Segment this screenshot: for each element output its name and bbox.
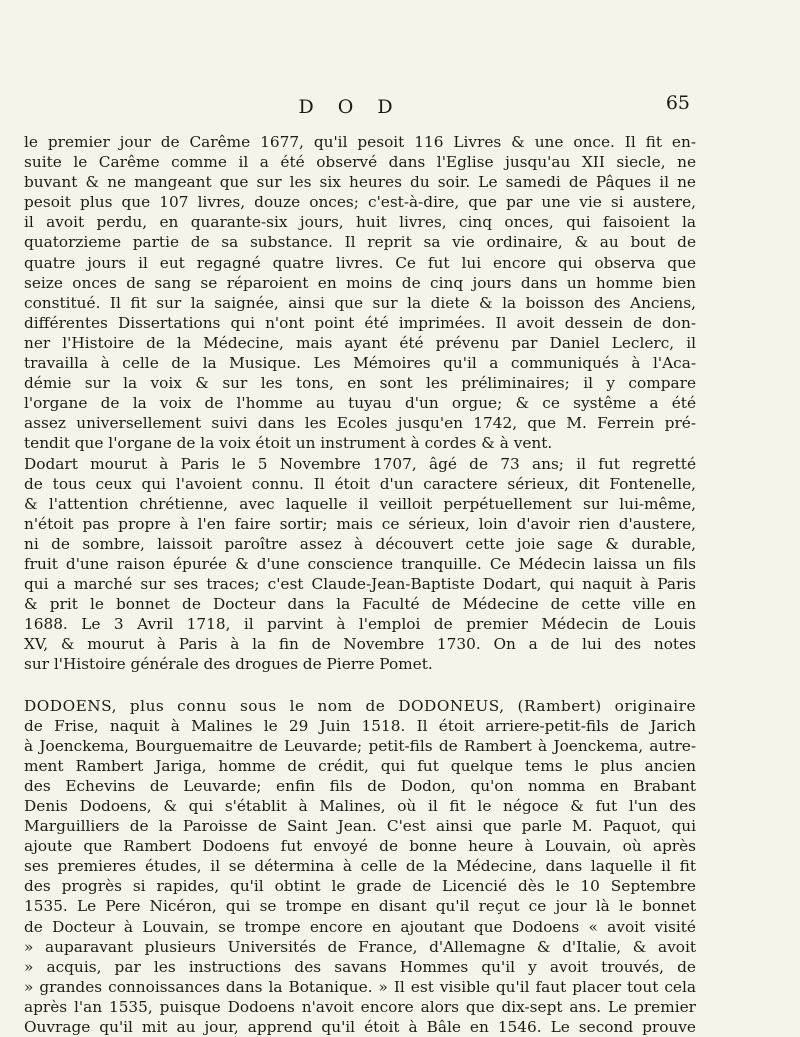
text-line: & prit le bonnet de Docteur dans la Faculté de Médecine de cette ville en bbox=[24, 595, 696, 614]
text-line: & l'attention chrétienne, avec laquelle il veilloit perpétuellement sur lui-même, bbox=[24, 494, 696, 513]
text-line: Ouvrage qu'il mit au jour, apprend qu'il étoit à Bâle en 1546. Le second prouve bbox=[24, 1018, 696, 1037]
text-line: 1535. Le Pere Nicéron, qui se trompe en disant qu'il reçut ce jour là le bonnet bbox=[24, 897, 696, 916]
text-line: Denis Dodoens, & qui s'établit à Malines, où il fit le négoce & fut l'un des bbox=[24, 797, 696, 815]
page-header bbox=[0, 92, 800, 122]
text-line: Dodart mourut à Paris le 5 Novembre 1707, âgé de 73 ans; il fut regretté bbox=[24, 454, 696, 473]
text-line: » auparavant plusieurs Universités de France, d'Allemagne & d'Italie, & avoit bbox=[24, 937, 696, 956]
text-line: il avoit perdu, en quarante-six jours, huit livres, cinq onces, qui faisoient la bbox=[24, 213, 696, 232]
text-line: des Echevins de Leuvarde; enfin fils de Dodon, qu'on nomma en Brabant bbox=[24, 776, 696, 795]
text-line: quatorzieme partie de sa substance. Il reprit sa vie ordinaire, & au bout de bbox=[24, 233, 696, 252]
text-line: suite le Carême comme il a été observé dans l'Eglise jusqu'au XII siecle, ne bbox=[24, 153, 696, 172]
text-line: ment Rambert Jariga, homme de crédit, qui fut quelque tems le plus ancien bbox=[24, 756, 696, 775]
text-line: quatre jours il eut regagné quatre livres. Ce fut lui encore qui observa que bbox=[24, 253, 696, 272]
text-line: ses premieres études, il se détermina à celle de la Médecine, dans laquelle il fit bbox=[24, 857, 696, 876]
paragraph-dodart-death bbox=[24, 454, 696, 675]
entry-heading-line: DODOENS, plus connu sous le nom de DODONEUS, (Rambert) originaire bbox=[24, 696, 696, 715]
paragraph-dodoens-entry bbox=[24, 696, 696, 1037]
text-line: ni de sombre, laissoit paroître assez à découvert cette joie sage & durable, bbox=[24, 534, 696, 553]
text-line: pesoit plus que 107 livres, douze onces; c'est-à-dire, que par une vie si austere, bbox=[24, 193, 696, 212]
paragraph-dodart-continued bbox=[24, 132, 696, 454]
page-number: 65 bbox=[665, 92, 690, 114]
text-line: Marguilliers de la Paroisse de Saint Jean. C'est ainsi que parle M. Paquot, qui bbox=[24, 817, 696, 836]
text-line: constitué. Il fit sur la saignée, ainsi que sur la diete & la boisson des Anciens, bbox=[24, 293, 696, 312]
body-text bbox=[24, 132, 696, 1037]
text-line: sur l'Histoire générale des drogues de Pierre Pomet. bbox=[24, 655, 433, 674]
text-line: assez universellement suivi dans les Ecoles jusqu'en 1742, que M. Ferrein pré- bbox=[24, 414, 696, 433]
text-line: l'organe de la voix de l'homme au tuyau d'un orgue; & ce systême a été bbox=[24, 394, 696, 413]
text-line: le premier jour de Carême 1677, qu'il pesoit 116 Livres & une once. Il fit en- bbox=[24, 133, 696, 151]
text-line: ajoute que Rambert Dodoens fut envoyé de bonne heure à Louvain, où après bbox=[24, 837, 696, 856]
text-line: de tous ceux qui l'avoient connu. Il étoit d'un caractere sérieux, dit Fontenelle, bbox=[24, 474, 696, 493]
entry-separator bbox=[24, 675, 696, 696]
text-line: démie sur la voix & sur les tons, en sont les préliminaires; il y compare bbox=[24, 374, 696, 393]
text-line: à Joenckema, Bourguemaitre de Leuvarde; petit-fils de Rambert à Joenckema, autre- bbox=[24, 736, 696, 755]
text-line: n'étoit pas propre à l'en faire sortir; mais ce sérieux, loin d'avoir rien d'austere, bbox=[24, 514, 696, 533]
text-line: ner l'Histoire de la Médecine, mais ayant été prévenu par Daniel Leclerc, il bbox=[24, 333, 696, 352]
text-line: buvant & ne mangeant que sur les six heures du soir. Le samedi de Pâques il ne bbox=[24, 173, 696, 192]
text-line: après l'an 1535, puisque Dodoens n'avoit encore alors que dix-sept ans. Le premier bbox=[24, 997, 696, 1016]
text-line: travailla à celle de la Musique. Les Mémoires qu'il a communiqués à l'Aca- bbox=[24, 354, 696, 373]
text-line: qui a marché sur ses traces; c'est Claude-Jean-Baptiste Dodart, qui naquit à Paris bbox=[24, 575, 696, 594]
text-line: des progrès si rapides, qu'il obtint le grade de Licencié dès le 10 Septembre bbox=[24, 877, 696, 896]
text-line: de Frise, naquit à Malines le 29 Juin 1518. Il étoit arriere-petit-fils de Jarich bbox=[24, 716, 696, 735]
text-line: tendit que l'organe de la voix étoit un instrument à cordes & à vent. bbox=[24, 434, 553, 453]
text-line: XV, & mourut à Paris à la fin de Novembre 1730. On a de lui des notes bbox=[24, 635, 696, 654]
text-line: 1688. Le 3 Avril 1718, il parvint à l'emploi de premier Médecin de Louis bbox=[24, 615, 696, 634]
running-head: D O D bbox=[298, 96, 402, 118]
text-line: de Docteur à Louvain, se trompe encore en ajoutant que Dodoens « avoit visité bbox=[24, 917, 696, 936]
text-line: fruit d'une raison épurée & d'une conscience tranquille. Ce Médecin laissa un fils bbox=[24, 554, 696, 573]
text-line: seize onces de sang se réparoient en moins de cinq jours dans un homme bien bbox=[24, 273, 696, 292]
text-line: » acquis, par les instructions des savans Hommes qu'il y avoit trouvés, de bbox=[24, 957, 696, 976]
text-line: différentes Dissertations qui n'ont point été imprimées. Il avoit dessein de don- bbox=[24, 313, 696, 332]
text-line: » grandes connoissances dans la Botanique. » Il est visible qu'il faut placer tout cela bbox=[24, 977, 696, 996]
